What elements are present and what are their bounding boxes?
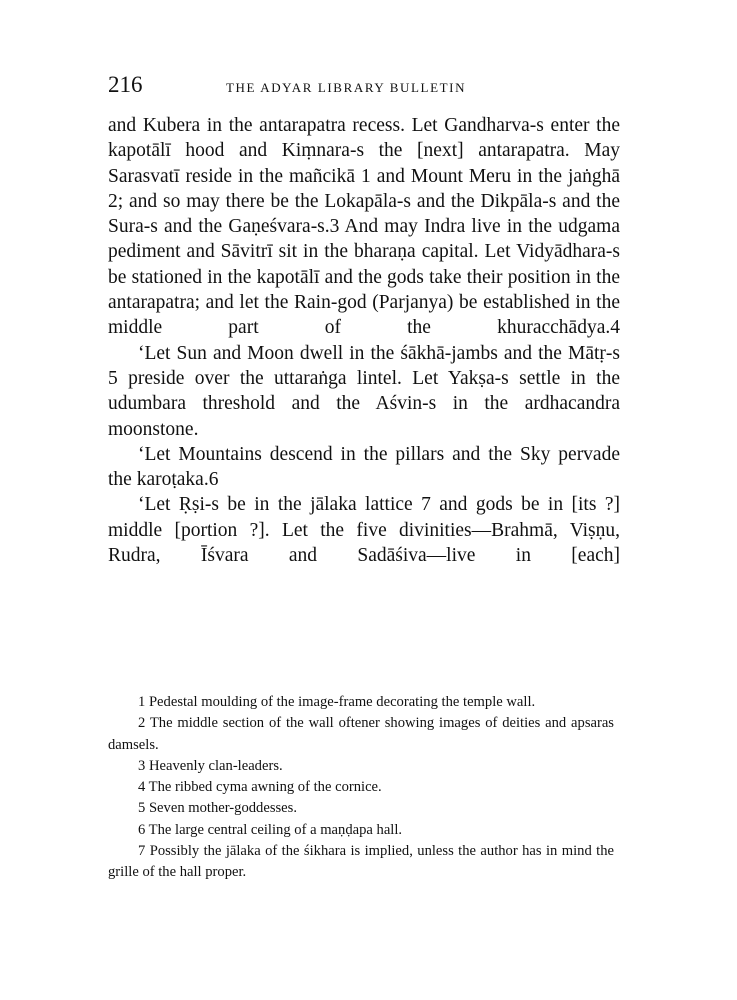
footnote: 4 The ribbed cyma awning of the cornice. — [138, 779, 382, 796]
footnote: 5 Seven mother-goddesses. — [138, 800, 297, 817]
main-text — [108, 113, 620, 568]
footnotes — [108, 692, 614, 884]
footnote: 3 Heavenly clan-leaders. — [138, 757, 283, 774]
paragraph — [108, 341, 620, 442]
paragraph — [108, 442, 620, 493]
page-header — [108, 72, 620, 104]
footnote: 2 The middle section of the wall oftener showing images of deities and apsaras damsels. — [108, 715, 614, 753]
paragraph — [108, 113, 620, 341]
running-title: THE ADYAR LIBRARY BULLETIN — [226, 80, 467, 95]
page-number: 216 — [108, 72, 143, 97]
footnote: 6 The large central ceiling of a maṇḍapa hall. — [138, 821, 403, 838]
footnote: 7 Possibly the jālaka of the śikhara is implied, unless the author has in mind the grille of the hall proper. — [108, 843, 614, 881]
paragraph — [108, 492, 620, 568]
footnote: 1 Pedestal moulding of the image-frame decorating the temple wall. — [138, 694, 536, 710]
paragraph-text: ‘Let Ṛṣi-s be in the jālaka lattice 7 and gods be in [its ?] middle [portion ?]. Let the five divinities—Brahmā, Viṣṇu, Rudra, Īśvara and Sadāśiva—live in [each] — [108, 494, 620, 567]
paragraph-text: ‘Let Sun and Moon dwell in the śākhā-jambs and the Mātṛ-s 5 preside over the uttaraṅga lintel. Let Yakṣa-s settle in the udumbara threshold and the Aśvin-s in the ardhacandra moonstone. — [108, 342, 620, 440]
paragraph-text: ‘Let Mountains descend in the pillars and the Sky pervade the karoṭaka.6 — [108, 443, 620, 491]
paragraph-text: and Kubera in the antarapatra recess. Let Gandharva-s enter the kapotālī hood and Kiṃnara-s the [next] antarapatra. May Sarasvatī reside in the mañcikā 1 and Mount Meru in the jaṅghā 2; and so may there be the Lokapāla-s and the Dikpāla-s and the Sura-s and the Gaṇeśvara-s.3 And may Indra live in the udgama pediment and Sāvitrī sit in the bharaṇa capital. Let Vidyādhara-s be stationed in the kapotālī and the gods take their position in the antarapatra; and let the Rain-god (Parjanya) be established in the middle part of the khuracchādya.4 — [108, 115, 620, 339]
